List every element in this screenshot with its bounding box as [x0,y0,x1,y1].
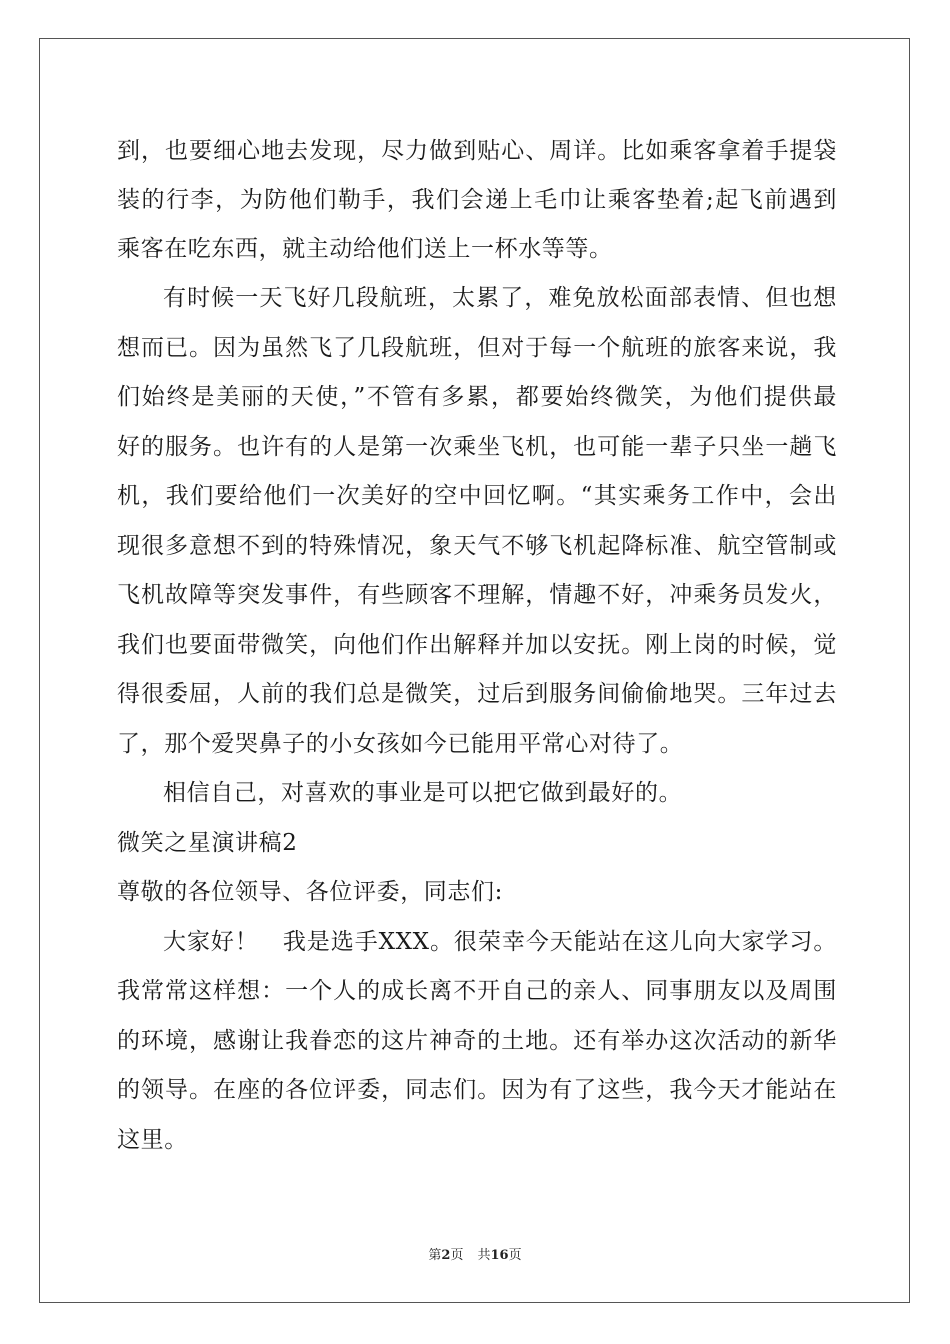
body-text-line: 装的行李，为防他们勒手，我们会递上毛巾让乘客垫着;起飞前遇到 [117,187,837,213]
body-text-line: 现很多意想不到的特殊情况，象天气不够飞机起降标准、航空管制或 [117,533,837,559]
body-text-line: 相信自己，对喜欢的事业是可以把它做到最好的。 [163,780,683,806]
body-text-line: 有时候一天飞好几段航班，太累了，难免放松面部表情、但也想 [163,285,837,311]
body-text-line: 我们也要面带微笑，向他们作出解释并加以安抚。刚上岗的时候，觉 [117,632,837,658]
body-text-line: 得很委屈，人前的我们总是微笑，过后到服务间偷偷地哭。三年过去 [117,681,837,707]
section-title: 微笑之星演讲稿2 [117,830,298,856]
body-text-line: 到，也要细心地去发现，尽力做到贴心、周详。比如乘客拿着手提袋 [117,138,837,164]
page-number: 2 [441,1248,451,1263]
body-text-line: 这里。 [117,1127,188,1153]
body-text-line: 机，我们要给他们一次美好的空中回忆啊。“其实乘务工作中，会出 [117,483,837,509]
salutation: 尊敬的各位领导、各位评委，同志们: [117,879,503,905]
body-text-line: 们始终是美丽的天使，”不管有多累，都要始终微笑，为他们提供最 [117,384,837,410]
total-pages: 16 [490,1248,509,1263]
body-text-line: 我常常这样想：一个人的成长离不开自己的亲人、同事朋友以及周围 [117,978,837,1004]
page-prefix: 第 [428,1248,442,1263]
page-suffix: 页 [450,1248,464,1263]
total-suffix: 页 [508,1248,522,1263]
body-text-line: 想而已。因为虽然飞了几段航班，但对于每一个航班的旅客来说，我 [117,335,837,361]
body-text-line: 的环境，感谢让我眷恋的这片神奇的土地。还有举办这次活动的新华 [117,1028,837,1054]
body-text-line: 飞机故障等突发事件，有些顾客不理解，情趣不好，冲乘务员发火， [117,582,837,608]
body-text-line: 大家好！ 我是选手XXX。很荣幸今天能站在这儿向大家学习。 [163,929,837,955]
body-text-line: 了，那个爱哭鼻子的小女孩如今已能用平常心对待了。 [117,731,684,757]
page-border [39,38,910,1303]
body-text-line: 好的服务。也许有的人是第一次乘坐飞机，也可能一辈子只坐一趟飞 [117,434,837,460]
body-text-line: 的领导。在座的各位评委，同志们。因为有了这些，我今天才能站在 [117,1077,837,1103]
page-footer [0,1247,950,1265]
body-text-line: 乘客在吃东西，就主动给他们送上一杯水等等。 [117,236,613,262]
total-prefix: 共 [477,1248,491,1263]
